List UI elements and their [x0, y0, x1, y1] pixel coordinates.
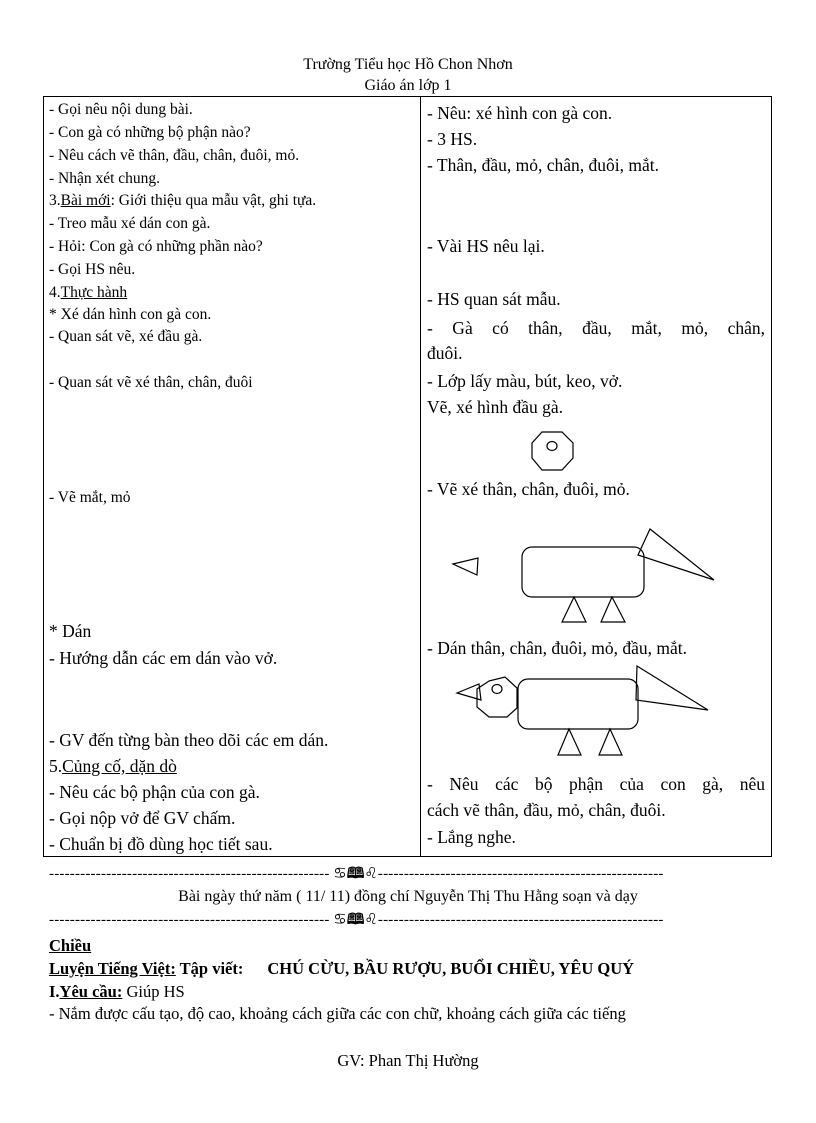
separator-dashes: ------------------------------------------------------- [377, 866, 664, 882]
beak-triangle [453, 558, 478, 575]
lesson-title-line [49, 959, 634, 979]
section-text: : Giới thiệu qua mẫu vật, ghi tựa. [110, 192, 317, 209]
requirements-text: Giúp HS [122, 982, 185, 1001]
separator-line [49, 910, 763, 929]
teaching-note: Bài ngày thứ năm ( 11/ 11) đồng chí Nguyễn Thị Thu Hằng soạn và dạy [178, 888, 638, 905]
teacher-line: - Hướng dẫn các em dán vào vở. [49, 648, 278, 668]
teacher-line: - Vẽ mắt, mỏ [49, 489, 131, 506]
head-octagon [477, 677, 517, 717]
table-column-divider [420, 96, 421, 857]
teacher-line: - Hỏi: Con gà có những phần nào? [49, 238, 263, 255]
student-line: Vẽ, xé hình đầu gà. [427, 397, 564, 417]
separator-dashes: ------------------------------------------------------- [377, 912, 664, 928]
separator-dashes: ------------------------------------------------------ [49, 866, 330, 882]
requirements-number: I. [49, 982, 60, 1001]
section-number: 5. [49, 756, 63, 776]
separator-dashes: ------------------------------------------------------ [49, 912, 330, 928]
section-heading: Thực hành [60, 284, 128, 301]
teacher-name: GV: Phan Thị Hường [337, 1051, 479, 1070]
student-line: - Vẽ xé thân, chân, đuôi, mỏ. [427, 479, 630, 499]
teacher-line: - Gọi nộp vở để GV chấm. [49, 808, 236, 828]
tail-triangle [638, 529, 714, 580]
lesson-label: Tập viết: [179, 959, 244, 978]
student-line: - Gà có thân, đầu, mắt, mỏ, chân, [427, 318, 765, 338]
teacher-line: - GV đến từng bàn theo dõi các em dán. [49, 730, 329, 750]
teacher-line: - Quan sát vẽ, xé đầu gà. [49, 328, 203, 345]
school-name: Trường Tiểu học Hồ Chon Nhơn [303, 56, 513, 73]
body-rectangle [518, 679, 638, 729]
student-line: - Nêu các bộ phận của con gà, nêu [427, 774, 765, 794]
section-heading: Bài mới [60, 192, 111, 209]
teacher-line: - Nêu các bộ phận của con gà. [49, 782, 260, 802]
leg-triangle [558, 729, 581, 755]
teacher-line: * Xé dán hình con gà con. [49, 306, 212, 323]
eye-circle [547, 442, 557, 451]
student-line: - Lắng nghe. [427, 827, 516, 847]
doc-title: Giáo án lớp 1 [364, 77, 452, 94]
chicken-head-drawing [530, 430, 580, 474]
teacher-line: - Nhận xét chung. [49, 170, 161, 187]
requirements-label: Yêu cầu: [59, 982, 123, 1001]
separator-line [49, 864, 763, 883]
teacher-line: - Chuẩn bị đồ dùng học tiết sau. [49, 834, 273, 854]
teacher-line: - Gọi nêu nội dung bài. [49, 101, 193, 118]
leg-triangle [601, 597, 625, 622]
section-number: 3. [49, 192, 61, 209]
lesson-title: CHÚ CỪU, BẦU RƯỢU, BUỔI CHIỀU, YÊU QUÝ [267, 959, 635, 978]
leg-triangle [599, 729, 622, 755]
section-number: 4. [49, 284, 61, 301]
teacher-line: - Con gà có những bộ phận nào? [49, 124, 251, 141]
teacher-line: * Dán [49, 621, 92, 641]
requirements-heading [49, 982, 185, 1002]
section-review [49, 756, 177, 776]
body-rectangle [522, 547, 644, 597]
student-line: - Lớp lấy màu, bút, keo, vở. [427, 371, 623, 391]
teacher-line: - Gọi HS nêu. [49, 261, 136, 278]
subject-label: Luyện Tiếng Việt: [49, 959, 176, 978]
section-new-lesson [49, 192, 316, 210]
student-line: - Vài HS nêu lại. [427, 236, 545, 256]
eye-circle [492, 685, 502, 694]
student-line: cách vẽ thân, đầu, mỏ, chân, đuôi. [427, 800, 666, 820]
chicken-assembled-drawing [455, 662, 725, 762]
requirements-line: - Nắm được cấu tạo, độ cao, khoảng cách giữa các con chữ, khoảng cách giữa các tiếng [49, 1004, 626, 1023]
section-practice [49, 284, 127, 302]
student-line: - Thân, đầu, mỏ, chân, đuôi, mắt. [427, 155, 659, 175]
separator-ornament: ♋🕮♌ [333, 864, 378, 882]
student-line: đuôi. [427, 343, 463, 363]
student-line: - Dán thân, chân, đuôi, mỏ, đầu, mắt. [427, 638, 688, 658]
teacher-line: - Nêu cách vẽ thân, đầu, chân, đuôi, mỏ. [49, 147, 300, 164]
tail-triangle [636, 666, 708, 710]
student-line: - Nêu: xé hình con gà con. [427, 103, 613, 123]
student-line: - 3 HS. [427, 129, 478, 149]
student-line: - HS quan sát mẫu. [427, 289, 561, 309]
section-heading: Củng cố, dặn dò [62, 756, 177, 776]
teacher-line: - Treo mẫu xé dán con gà. [49, 215, 211, 232]
teacher-line: - Quan sát vẽ xé thân, chân, đuôi [49, 374, 253, 391]
leg-triangle [562, 597, 586, 622]
separator-ornament: ♋🕮♌ [333, 910, 378, 928]
session-heading: Chiều [49, 936, 92, 955]
chicken-parts-drawing [450, 528, 720, 628]
